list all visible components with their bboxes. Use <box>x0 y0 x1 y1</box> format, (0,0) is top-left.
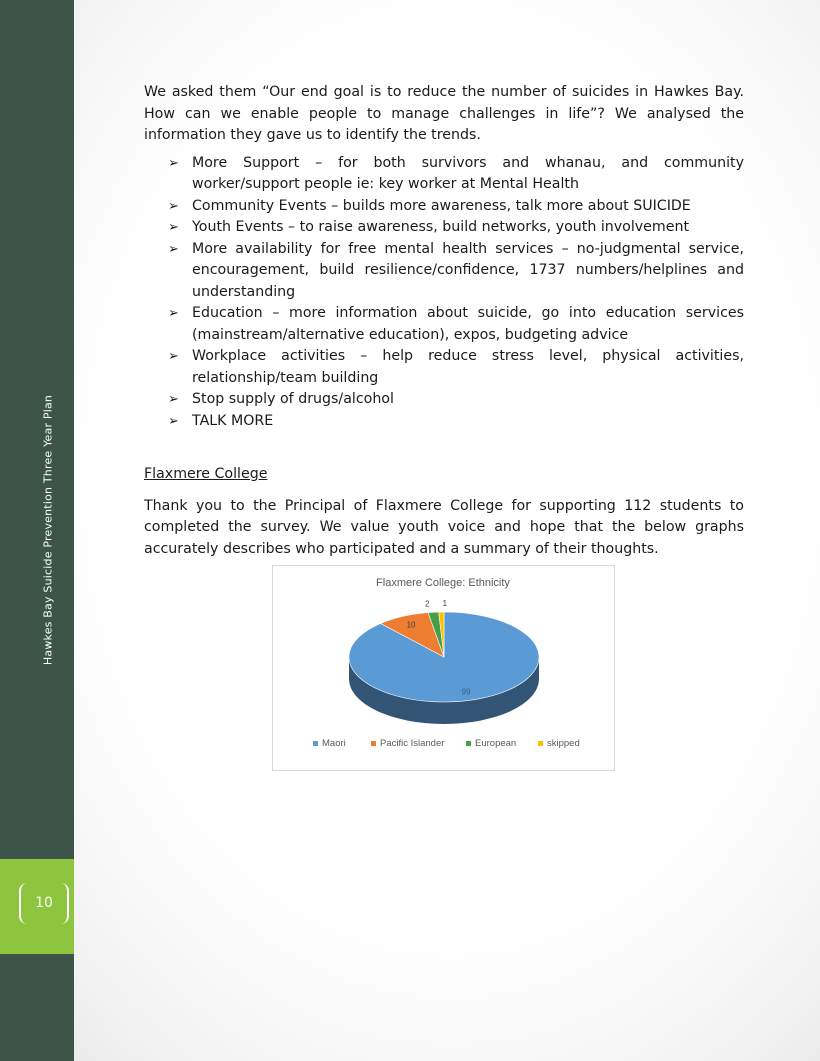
intro-paragraph: We asked them “Our end goal is to reduce the number of suicides in Hawkes Bay. How can we enable people to manage challenges in life”? We analysed the information they gave us to identify the trends. <box>144 84 744 143</box>
data-label: 1 <box>442 599 448 609</box>
section-heading: Flaxmere College <box>144 466 268 482</box>
list-item: ➢ More Support – for both survivors and whanau, and community worker/support people ie: key worker at Mental Health <box>168 154 744 192</box>
legend-label: Maori <box>322 738 346 749</box>
legend-label: European <box>475 738 517 749</box>
data-label: 2 <box>425 599 430 609</box>
legend-label: Pacific Islander <box>380 738 445 749</box>
legend-label: skipped <box>547 738 580 749</box>
list-item: ➢ Youth Events – to raise awareness, build networks, youth involvement <box>144 217 744 239</box>
section-paragraph: Thank you to the Principal of Flaxmere College for supporting 112 students to completed the survey. We value youth voice and hope that the below graphs accurately describes who participated and a summary of their thoughts. <box>144 497 744 557</box>
arrow-bullet-icon: ➢ <box>168 349 179 364</box>
main-content <box>144 82 744 560</box>
arrow-bullet-icon: ➢ <box>168 155 179 171</box>
legend-swatch <box>371 741 376 746</box>
arrow-bullet-icon: ➢ <box>168 220 179 235</box>
page-number: 10 <box>35 895 53 911</box>
legend-swatch <box>538 741 543 746</box>
list-item: ➢ Stop supply of drugs/alcohol <box>144 389 744 411</box>
chart-canvas <box>273 566 614 770</box>
chart-title: Flaxmere College: Ethnicity <box>376 577 510 589</box>
arrow-bullet-icon: ➢ <box>168 198 179 214</box>
list-item: ➢ Community Events – builds more awareness, talk more about SUICIDE <box>144 196 744 218</box>
arrow-bullet-icon: ➢ <box>168 413 179 429</box>
legend-swatch <box>466 741 471 746</box>
list-item: ➢ More availability for free mental health services – no-judgmental service, encouragement, build resilience/confidence, 1737 numbers/helplines and understanding <box>168 240 744 300</box>
trend-list <box>144 153 744 433</box>
sidebar-title: Hawkes Bay Suicide Prevention Three Year Plan <box>41 394 55 666</box>
ethnicity-pie-chart <box>272 565 615 771</box>
arrow-bullet-icon: ➢ <box>168 241 179 257</box>
data-label: 10 <box>406 620 416 630</box>
arrow-bullet-icon: ➢ <box>168 392 179 407</box>
list-item: ➢ Education – more information about suicide, go into education services (mainstream/alternative education), expos, budgeting advice <box>168 305 744 343</box>
list-item: ➢ Workplace activities – help reduce stress level, physical activities, relationship/team building <box>168 348 744 386</box>
data-label: 99 <box>461 687 471 697</box>
list-item: ➢ TALK MORE <box>144 411 744 433</box>
legend-swatch <box>313 741 318 746</box>
arrow-bullet-icon: ➢ <box>168 306 179 321</box>
